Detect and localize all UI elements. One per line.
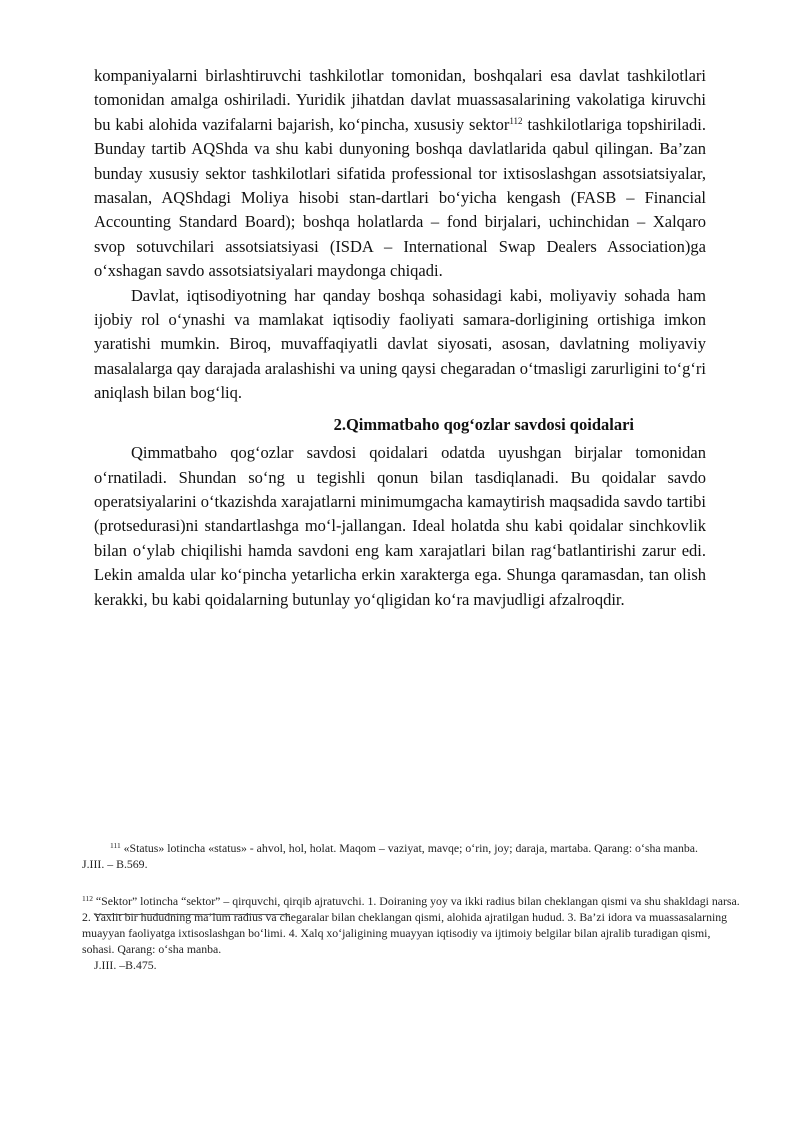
footnote-111-marker: 111 [110,841,121,850]
footnote-ref-112[interactable]: 112 [509,115,523,126]
footnote-112-marker: 112 [82,894,93,903]
footnote-112-text: “Sektor” lotincha “sektor” – qirquvchi, qirqib ajratuvchi. 1. Doiraning yoy va ikki radius bilan cheklangan qismi va shu shakldagi narsa. 2. Yaxlit bir hududning ma’lum radius va chegaralar bilan cheklangan qismi, alohida ajratilgan hudud. 3. Ba’zi idora va muassasalarning muayyan faoliyatga ixtisoslashgan bo‘limi. 4. Xalq xo‘jaligining muayyan iqtisodiy va ijtimoiy belgilar bilan ajralib turadigan qismi, sohasi. Qarang: o‘sha manba. [82,894,740,956]
footnote-separator-line [94,914,290,915]
footnote-112-tail: J.III. –B.475. [94,958,157,972]
paragraph-1-text-b: tashkilotlariga topshiriladi. Bunday tartib AQShda va shu kabi dunyoning boshqa davlatlarida qabul qilingan. Ba’zan bunday xususiy sektor tashkilotlari sifatida professional tor ixtisoslashgan assotsiatsiyalar, masalan, AQShdagi Moliya hisobi stan-dartlari bo‘yicha kengash (FASB – Financial Accounting Standard Board); boshqa holatlarda – fond birjalari, uchinchidan – Xalqaro svop sotuvchilari assotsiatsiyasi (ISDA – International Swap Dealers Association)ga o‘xshagan savdo assotsiatsiyalari maydonga chiqadi. [94,114,706,281]
section-heading: 2.Qimmatbaho qog‘ozlar savdosi qoidalari [333,414,634,434]
paragraph-2: Davlat, iqtisodiyotning har qanday boshqa sohasidagi kabi, moliyaviy sohada ham ijobiy rol o‘ynashi va mamlakat iqtisodiy faoliyati samara-dorligining ortishiga imkon yaratishi mumkin. Biroq, muvaffaqiyatli davlat siyosati, asosan, davlatning moliyaviy masalalarga qay darajada aralashishi va uning qaysi chegaradan o‘tmasligi zarurligini to‘g‘ri aniqlash bilan bog‘liq. [94,285,706,403]
paragraph-1 [94,64,706,284]
paragraph-3: Qimmatbaho qog‘ozlar savdosi qoidalari odatda uyushgan birjalar tomonidan o‘rnatiladi. Shundan so‘ng u tegishli qonun bilan tasdiqlanadi. Bu qoidalar savdo operatsiyalarini o‘tkazishda xarajatlarni minimumgacha kamaytirish maqsadida savdo tartibi (protsedurasi)ni standartlashga mo‘l-jallangan. Ideal holatda shu kabi qoidalar sinchkovlik bilan o‘ylab chiqilishi hamda savdoni eng kam xarajatlari bilan rag‘batlantirishi zarur edi. Lekin amalda ular ko‘pincha yetarlicha erkin xarakterga ega. Shunga qaramasdan, tan olish kerakki, bu kabi qoidalarning butunlay yo‘qligidan ko‘ra mavjudligi afzalroqdir. [94,443,706,609]
footnote-111 [82,840,710,872]
footnote-112 [82,893,744,957]
paragraph-1-text-a: kompaniyalarni birlashtiruvchi tashkilotlar tomonidan, boshqalari esa davlat tashkilotlari tomonidan amalga oshiriladi. Yuridik jihatdan davlat muassasalarining vakolatiga kiruvchi bu kabi alohida vazifalarni bajarish, ko‘pincha, xususiy sektor [94,66,706,134]
footnote-111-text: «Status» lotincha «status» - ahvol, hol, holat. Maqom – vaziyat, mavqe; o‘rin, joy; daraja, martaba. Qarang: o‘sha manba. J.III. – B.569. [82,841,698,871]
main-text [94,64,706,612]
